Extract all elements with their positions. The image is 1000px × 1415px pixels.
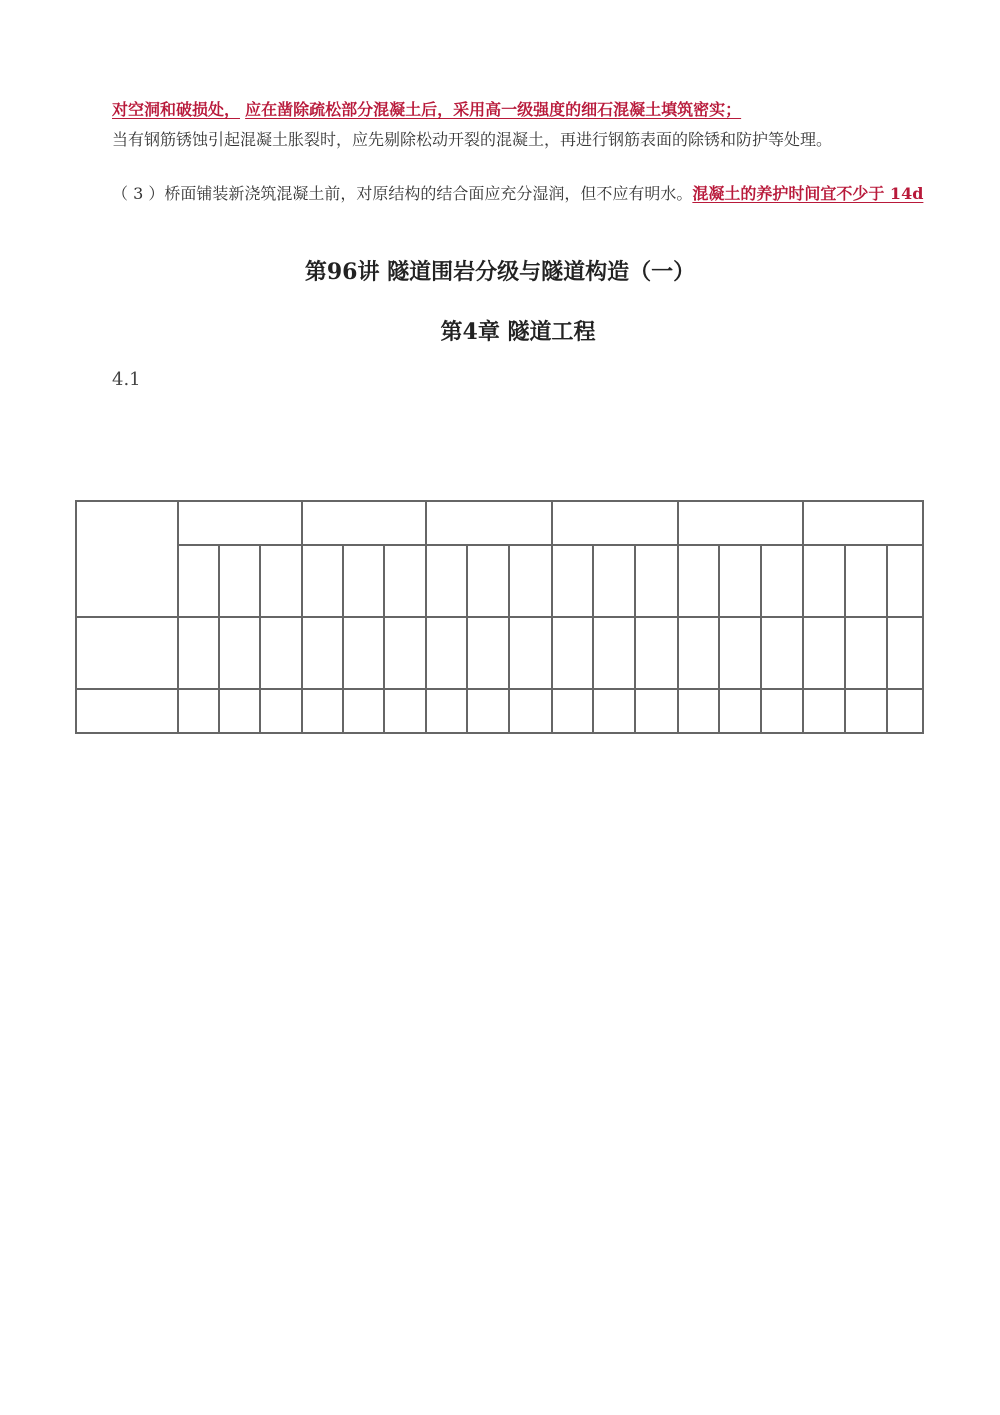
table-cell bbox=[260, 617, 302, 689]
table-cell bbox=[552, 545, 593, 617]
table-cell bbox=[719, 617, 761, 689]
table-cell bbox=[803, 617, 845, 689]
table-cell bbox=[803, 545, 845, 617]
table-cell bbox=[467, 617, 509, 689]
table-row bbox=[76, 617, 923, 689]
table-cell bbox=[761, 545, 803, 617]
table-cell bbox=[635, 689, 678, 733]
table-cell bbox=[678, 545, 719, 617]
table-cell bbox=[343, 545, 384, 617]
table-cell bbox=[509, 689, 552, 733]
table-cell bbox=[343, 689, 384, 733]
section-number: 4.1 bbox=[112, 369, 141, 390]
lecture-title: 第96讲 隧道围岩分级与隧道构造（一） bbox=[304, 259, 696, 285]
table-cell bbox=[509, 545, 552, 617]
table-cell bbox=[761, 689, 803, 733]
table-cell bbox=[219, 689, 260, 733]
table-cell bbox=[887, 689, 923, 733]
paragraph-deck-paving bbox=[76, 181, 924, 207]
table-cell bbox=[302, 689, 343, 733]
table-cell bbox=[845, 689, 887, 733]
deck-paving-text: （ 3 ）桥面铺装新浇筑混凝土前，对原结构的结合面应充分湿润，但不应有明水。 bbox=[112, 184, 693, 203]
table-cell bbox=[426, 617, 467, 689]
table-cell bbox=[887, 617, 923, 689]
table-cell bbox=[178, 545, 219, 617]
table-cell bbox=[552, 617, 593, 689]
table-cell bbox=[845, 617, 887, 689]
table-cell bbox=[302, 545, 343, 617]
table-cell bbox=[761, 617, 803, 689]
table-group-header bbox=[678, 501, 803, 545]
highlight-curing-time: 混凝土的养护时间宜不少于 14d bbox=[692, 184, 924, 203]
table-cell bbox=[384, 617, 426, 689]
table-cell bbox=[635, 545, 678, 617]
table-cell bbox=[635, 617, 678, 689]
chapter-title: 第4章 隧道工程 bbox=[440, 319, 596, 345]
table-row bbox=[76, 689, 923, 733]
table-cell bbox=[593, 545, 635, 617]
table-cell bbox=[178, 689, 219, 733]
table-group-header bbox=[178, 501, 302, 545]
table-cell bbox=[593, 689, 635, 733]
table-cell bbox=[467, 689, 509, 733]
table-cell bbox=[467, 545, 509, 617]
table-cell bbox=[593, 617, 635, 689]
table-group-header bbox=[302, 501, 426, 545]
table-group-header bbox=[426, 501, 552, 545]
table-group-header bbox=[552, 501, 678, 545]
table-subheader-row bbox=[76, 545, 923, 617]
table-group-header bbox=[803, 501, 923, 545]
table-cell bbox=[678, 617, 719, 689]
table-cell bbox=[426, 689, 467, 733]
table-cell bbox=[887, 545, 923, 617]
highlight-voids: 对空洞和破损处， bbox=[112, 100, 241, 119]
table-cell bbox=[384, 689, 426, 733]
table-cell bbox=[384, 545, 426, 617]
table-cell bbox=[219, 545, 260, 617]
table-corner-cell bbox=[76, 501, 178, 617]
table-cell bbox=[509, 617, 552, 689]
table-cell bbox=[426, 545, 467, 617]
table-cell bbox=[219, 617, 260, 689]
table-cell bbox=[719, 545, 761, 617]
table-row-label-cell bbox=[76, 689, 178, 733]
rock-classification-table bbox=[75, 500, 924, 734]
table-cell bbox=[302, 617, 343, 689]
table-cell bbox=[260, 689, 302, 733]
table-cell bbox=[678, 689, 719, 733]
table-cell bbox=[260, 545, 302, 617]
paragraph-voids bbox=[76, 97, 924, 123]
table-header-row bbox=[76, 501, 923, 545]
table-cell bbox=[845, 545, 887, 617]
table-cell bbox=[178, 617, 219, 689]
table-row-label-cell bbox=[76, 617, 178, 689]
highlight-fill-concrete: 应在凿除疏松部分混凝土后，采用高一级强度的细石混凝土填筑密实； bbox=[245, 100, 742, 119]
table-cell bbox=[719, 689, 761, 733]
table-cell bbox=[803, 689, 845, 733]
table-cell bbox=[343, 617, 384, 689]
paragraph-rebar-corrosion: 当有钢筋锈蚀引起混凝土胀裂时，应先剔除松动开裂的混凝土，再进行钢筋表面的除锈和防护等处理。 bbox=[112, 130, 833, 149]
table-cell bbox=[552, 689, 593, 733]
